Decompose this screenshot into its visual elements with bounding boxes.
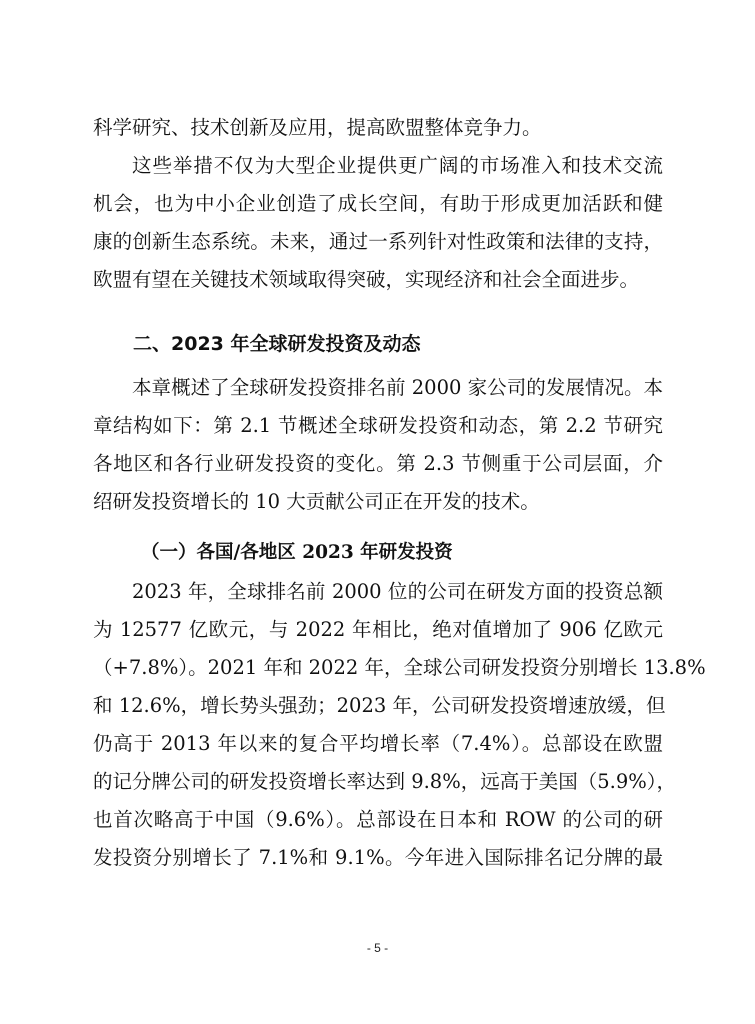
subsection-heading: （一）各国/各地区 2023 年研发投资 — [141, 542, 453, 563]
paragraph-line: 康的创新生态系统。未来，通过一系列针对性政策和法律的支持， — [93, 230, 663, 253]
paragraph-line: 2023 年，全球排名前 2000 位的公司在研发方面的投资总额 — [132, 580, 663, 603]
paragraph-line: 发投资分别增长了 7.1%和 9.1%。今年进入国际排名记分牌的最 — [93, 846, 663, 869]
paragraph-line: 科学研究、技术创新及应用，提高欧盟整体竞争力。 — [93, 116, 542, 139]
paragraph-line: 绍研发投资增长的 10 大贡献公司正在开发的技术。 — [93, 490, 540, 513]
page-number: - 5 - — [366, 941, 389, 955]
paragraph-line: 欧盟有望在关键技术领域取得突破，实现经济和社会全面进步。 — [93, 268, 640, 291]
section-heading: 二、2023 年全球研发投资及动态 — [133, 333, 421, 355]
paragraph-line: 这些举措不仅为大型企业提供更广阔的市场准入和技术交流 — [132, 154, 663, 177]
paragraph-line: 和 12.6%，增长势头强劲；2023 年，公司研发投资增速放缓，但 — [93, 694, 666, 717]
paragraph-line: 仍高于 2013 年以来的复合平均增长率（7.4%）。总部设在欧盟 — [93, 732, 663, 755]
paragraph-line: 的记分牌公司的研发投资增长率达到 9.8%，远高于美国（5.9%）， — [93, 770, 677, 793]
paragraph-line: 本章概述了全球研发投资排名前 2000 家公司的发展情况。本 — [132, 376, 663, 399]
paragraph-line: 章结构如下：第 2.1 节概述全球研发投资和动态，第 2.2 节研究 — [93, 414, 663, 437]
paragraph-line: 各地区和各行业研发投资的变化。第 2.3 节侧重于公司层面，介 — [93, 452, 663, 475]
paragraph-line: 为 12577 亿欧元，与 2022 年相比，绝对值增加了 906 亿欧元 — [93, 618, 663, 641]
paragraph-line: （+7.8%）。2021 年和 2022 年，全球公司研发投资分别增长 13.8% — [93, 656, 706, 679]
paragraph-line: 机会，也为中小企业创造了成长空间，有助于形成更加活跃和健 — [93, 192, 663, 215]
paragraph-line: 也首次略高于中国（9.6%）。总部设在日本和 ROW 的公司的研 — [93, 808, 663, 831]
